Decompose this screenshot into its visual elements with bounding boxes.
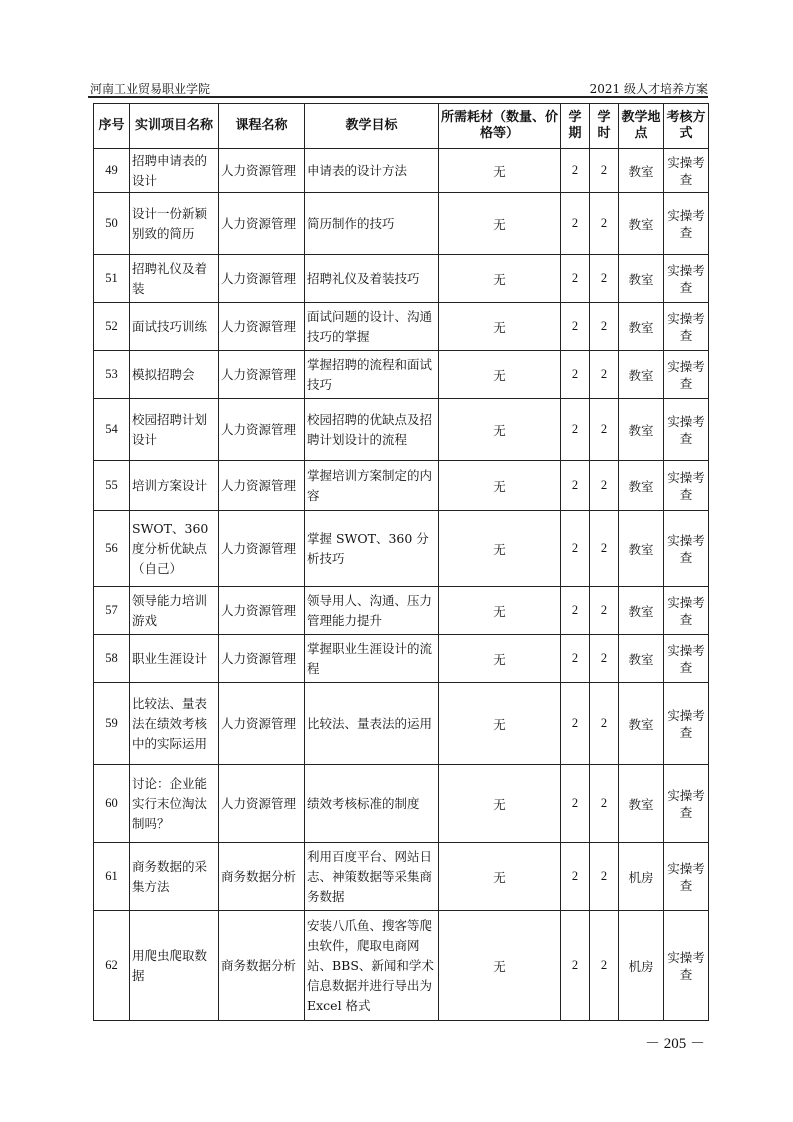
hours-cell: 2: [590, 511, 619, 587]
semester-cell: 2: [561, 303, 590, 351]
project-name-cell: 领导能力培训游戏: [130, 587, 219, 635]
teaching-goal-cell: 简历制作的技巧: [305, 193, 439, 255]
semester-cell: 2: [561, 765, 590, 843]
row-number-cell: 50: [94, 193, 130, 255]
teaching-goal-cell: 绩效考核标准的制度: [305, 765, 439, 843]
column-header-course: 课程名称: [219, 104, 305, 149]
assessment-method-cell: 实操考查: [664, 255, 709, 303]
assessment-method-cell: 实操考查: [664, 303, 709, 351]
project-name-cell: 设计一份新颖别致的简历: [130, 193, 219, 255]
hours-cell: 2: [590, 911, 619, 1021]
materials-cell: 无: [439, 911, 561, 1021]
assessment-method-cell: 实操考查: [664, 511, 709, 587]
course-name-cell: 人力资源管理: [219, 351, 305, 399]
assessment-method-cell: 实操考查: [664, 635, 709, 683]
course-name-cell: 人力资源管理: [219, 683, 305, 765]
teaching-goal-cell: 掌握培训方案制定的内容: [305, 461, 439, 511]
hours-cell: 2: [590, 351, 619, 399]
column-header-project: 实训项目名称: [130, 104, 219, 149]
column-header-no: 序号: [94, 104, 130, 149]
semester-cell: 2: [561, 911, 590, 1021]
semester-cell: 2: [561, 635, 590, 683]
table-row: [94, 255, 709, 303]
project-name-cell: 职业生涯设计: [130, 635, 219, 683]
semester-cell: 2: [561, 351, 590, 399]
course-name-cell: 商务数据分析: [219, 911, 305, 1021]
materials-cell: 无: [439, 765, 561, 843]
teaching-goal-cell: 掌握招聘的流程和面试技巧: [305, 351, 439, 399]
semester-cell: 2: [561, 255, 590, 303]
teaching-goal-cell: 领导用人、沟通、压力管理能力提升: [305, 587, 439, 635]
hours-cell: 2: [590, 193, 619, 255]
course-name-cell: 人力资源管理: [219, 303, 305, 351]
project-name-cell: 用爬虫爬取数据: [130, 911, 219, 1021]
header-rule: [88, 96, 708, 98]
teaching-goal-cell: 校园招聘的优缺点及招聘计划设计的流程: [305, 399, 439, 461]
semester-cell: 2: [561, 461, 590, 511]
table-row: [94, 635, 709, 683]
materials-cell: 无: [439, 461, 561, 511]
materials-cell: 无: [439, 351, 561, 399]
semester-cell: 2: [561, 149, 590, 193]
semester-cell: 2: [561, 399, 590, 461]
row-number-cell: 62: [94, 911, 130, 1021]
table-row: [94, 511, 709, 587]
materials-cell: 无: [439, 635, 561, 683]
assessment-method-cell: 实操考查: [664, 149, 709, 193]
teaching-place-cell: 教室: [619, 399, 664, 461]
course-name-cell: 人力资源管理: [219, 149, 305, 193]
teaching-place-cell: 教室: [619, 765, 664, 843]
teaching-place-cell: 教室: [619, 511, 664, 587]
course-name-cell: 人力资源管理: [219, 765, 305, 843]
hours-cell: 2: [590, 461, 619, 511]
column-header-goal: 教学目标: [305, 104, 439, 149]
materials-cell: 无: [439, 149, 561, 193]
project-name-cell: 培训方案设计: [130, 461, 219, 511]
header-document-title: 2021 级人才培养方案: [589, 82, 708, 96]
teaching-place-cell: 机房: [619, 843, 664, 911]
hours-cell: 2: [590, 255, 619, 303]
project-name-cell: 模拟招聘会: [130, 351, 219, 399]
course-name-cell: 商务数据分析: [219, 843, 305, 911]
row-number-cell: 49: [94, 149, 130, 193]
teaching-goal-cell: 申请表的设计方法: [305, 149, 439, 193]
column-header-place: 教学地点: [619, 104, 664, 149]
row-number-cell: 58: [94, 635, 130, 683]
row-number-cell: 54: [94, 399, 130, 461]
training-plan-table: [93, 103, 709, 1021]
header-institution: 河南工业贸易职业学院: [90, 82, 211, 96]
teaching-place-cell: 教室: [619, 193, 664, 255]
table-row: [94, 911, 709, 1021]
teaching-place-cell: 教室: [619, 683, 664, 765]
course-name-cell: 人力资源管理: [219, 587, 305, 635]
semester-cell: 2: [561, 587, 590, 635]
table-row: [94, 303, 709, 351]
teaching-place-cell: 教室: [619, 149, 664, 193]
assessment-method-cell: 实操考查: [664, 399, 709, 461]
course-name-cell: 人力资源管理: [219, 635, 305, 683]
project-name-cell: 校园招聘计划设计: [130, 399, 219, 461]
course-name-cell: 人力资源管理: [219, 255, 305, 303]
materials-cell: 无: [439, 255, 561, 303]
column-header-semester: 学期: [561, 104, 590, 149]
assessment-method-cell: 实操考查: [664, 193, 709, 255]
materials-cell: 无: [439, 511, 561, 587]
materials-cell: 无: [439, 399, 561, 461]
materials-cell: 无: [439, 303, 561, 351]
hours-cell: 2: [590, 399, 619, 461]
row-number-cell: 52: [94, 303, 130, 351]
table-row: [94, 683, 709, 765]
teaching-place-cell: 教室: [619, 587, 664, 635]
column-header-assessment: 考核方式: [664, 104, 709, 149]
row-number-cell: 59: [94, 683, 130, 765]
project-name-cell: 商务数据的采集方法: [130, 843, 219, 911]
table-header-row: [94, 104, 709, 149]
row-number-cell: 51: [94, 255, 130, 303]
project-name-cell: 讨论：企业能实行末位淘汰制吗？: [130, 765, 219, 843]
semester-cell: 2: [561, 683, 590, 765]
row-number-cell: 56: [94, 511, 130, 587]
hours-cell: 2: [590, 635, 619, 683]
table-row: [94, 765, 709, 843]
teaching-goal-cell: 利用百度平台、网站日志、神策数据等采集商务数据: [305, 843, 439, 911]
teaching-place-cell: 教室: [619, 351, 664, 399]
project-name-cell: 比较法、量表法在绩效考核中的实际运用: [130, 683, 219, 765]
materials-cell: 无: [439, 193, 561, 255]
semester-cell: 2: [561, 511, 590, 587]
course-name-cell: 人力资源管理: [219, 193, 305, 255]
hours-cell: 2: [590, 149, 619, 193]
hours-cell: 2: [590, 765, 619, 843]
column-header-hours: 学时: [590, 104, 619, 149]
course-name-cell: 人力资源管理: [219, 461, 305, 511]
project-name-cell: 面试技巧训练: [130, 303, 219, 351]
teaching-place-cell: 机房: [619, 911, 664, 1021]
teaching-goal-cell: 安装八爪鱼、搜客等爬虫软件，爬取电商网站、BBS、新闻和学术信息数据并进行导出为 Excel 格式: [305, 911, 439, 1021]
materials-cell: 无: [439, 587, 561, 635]
table-row: [94, 843, 709, 911]
table-row: [94, 193, 709, 255]
hours-cell: 2: [590, 843, 619, 911]
table-row: [94, 399, 709, 461]
teaching-goal-cell: 比较法、量表法的运用: [305, 683, 439, 765]
project-name-cell: 招聘礼仪及着装: [130, 255, 219, 303]
semester-cell: 2: [561, 193, 590, 255]
row-number-cell: 55: [94, 461, 130, 511]
teaching-place-cell: 教室: [619, 635, 664, 683]
teaching-goal-cell: 掌握 SWOT、360 分析技巧: [305, 511, 439, 587]
assessment-method-cell: 实操考查: [664, 911, 709, 1021]
table-row: [94, 461, 709, 511]
row-number-cell: 61: [94, 843, 130, 911]
teaching-place-cell: 教室: [619, 303, 664, 351]
project-name-cell: SWOT、360度分析优缺点（自己）: [130, 511, 219, 587]
assessment-method-cell: 实操考查: [664, 843, 709, 911]
course-name-cell: 人力资源管理: [219, 399, 305, 461]
teaching-place-cell: 教室: [619, 255, 664, 303]
assessment-method-cell: 实操考查: [664, 765, 709, 843]
materials-cell: 无: [439, 843, 561, 911]
row-number-cell: 60: [94, 765, 130, 843]
assessment-method-cell: 实操考查: [664, 587, 709, 635]
semester-cell: 2: [561, 843, 590, 911]
teaching-place-cell: 教室: [619, 461, 664, 511]
hours-cell: 2: [590, 683, 619, 765]
table-row: [94, 351, 709, 399]
row-number-cell: 57: [94, 587, 130, 635]
table-row: [94, 149, 709, 193]
hours-cell: 2: [590, 587, 619, 635]
row-number-cell: 53: [94, 351, 130, 399]
assessment-method-cell: 实操考查: [664, 683, 709, 765]
page-number: － 205 －: [644, 1036, 705, 1052]
teaching-goal-cell: 面试问题的设计、沟通技巧的掌握: [305, 303, 439, 351]
teaching-goal-cell: 掌握职业生涯设计的流程: [305, 635, 439, 683]
table-row: [94, 587, 709, 635]
column-header-materials: 所需耗材（数量、价格等）: [439, 104, 561, 149]
hours-cell: 2: [590, 303, 619, 351]
teaching-goal-cell: 招聘礼仪及着装技巧: [305, 255, 439, 303]
table-body: [94, 149, 709, 1021]
assessment-method-cell: 实操考查: [664, 461, 709, 511]
project-name-cell: 招聘申请表的设计: [130, 149, 219, 193]
assessment-method-cell: 实操考查: [664, 351, 709, 399]
page-header: [90, 78, 708, 98]
materials-cell: 无: [439, 683, 561, 765]
course-name-cell: 人力资源管理: [219, 511, 305, 587]
